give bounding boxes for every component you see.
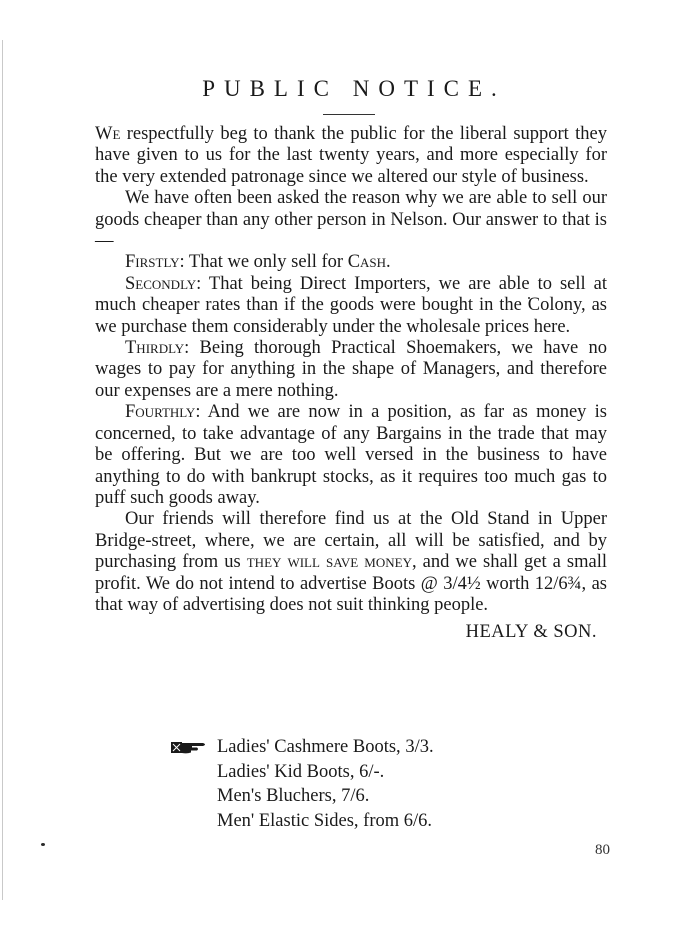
ink-speck — [41, 843, 45, 846]
title-underline — [323, 114, 375, 115]
paragraph-fourthly — [95, 402, 607, 509]
ad-line — [170, 760, 590, 785]
ad-price: 7/6. — [341, 786, 370, 806]
ad-label: Ladies' Cashmere Boots, — [217, 737, 406, 757]
signature: HEALY & SON. — [465, 622, 597, 643]
paragraph-text: : Being thorough Practical Shoemakers, we have no wages to pay for anything in the shape of Managers, and therefore our expenses are a mere nothing. — [95, 338, 607, 401]
page-edge-line — [2, 40, 3, 900]
paragraph-text: : That we only sell for — [179, 252, 348, 273]
price-list — [170, 735, 590, 833]
pointing-hand-icon — [170, 739, 208, 756]
ad-price: 6/6. — [403, 810, 433, 831]
paragraph-intro — [95, 124, 607, 188]
paragraph-text: , and we shall get a small profit. We do not intend to advertise Boots @ 3/4½ worth 12/6¾, as that way of advertising does not suit thinking people. — [95, 552, 607, 615]
cash-word: Cash — [347, 252, 387, 273]
ad-label: Men' Elastic Sides, from — [217, 810, 404, 831]
page-number: 80 — [595, 842, 610, 858]
ad-line — [170, 784, 590, 809]
paragraph-thirdly — [95, 338, 607, 402]
ad-line — [170, 735, 590, 760]
lead-word: Thirdly — [125, 338, 185, 359]
paragraph-text: : That being Direct Importers, we are able to sell at much cheaper rates than if the goods were bought in the Colony, as we purchase them considerably under the wholesale prices here. — [95, 273, 607, 337]
ad-price: 6/-. — [359, 761, 385, 782]
paragraph-end: . — [386, 252, 391, 273]
lead-word: Secondly — [125, 273, 197, 294]
notice-body — [95, 124, 607, 644]
ad-label: Ladies' Kid Boots, — [217, 761, 360, 782]
save-money-phrase: they will save money — [246, 552, 412, 573]
lead-word: We — [95, 124, 121, 144]
ad-line — [170, 809, 590, 834]
paragraph-text: Our friends will therefore find us at the Old Stand in Upper Bridge-street, where, we are certain, all will be satisfied, and by purchasing from us — [95, 509, 607, 573]
lead-word: Firstly — [125, 252, 180, 273]
ad-label: Men's Bluchers, — [217, 786, 342, 806]
paragraph-text: respectfully beg to thank the public for the liberal support they have given to us for the last twenty years, and more especially for the very extended patronage since we altered our style of business. — [95, 124, 607, 187]
paragraph-secondly — [95, 274, 607, 338]
paragraph-text: : And we are now in a position, as far as money is concerned, to take advantage of any Bargains in the trade that may be offering. But we are too well versed in the business to have anything to do with bankrupt stocks, as it requires too much gas to puff such goods away. — [95, 402, 607, 508]
paragraph-reason: We have often been asked the reason why we are able to sell our goods cheaper than any other person in Nelson. Our answer to that is— — [95, 188, 607, 252]
paragraph-location — [95, 509, 607, 616]
ad-price: 3/3. — [405, 737, 434, 757]
lead-word: Fourthly — [125, 402, 196, 423]
paragraph-firstly — [95, 252, 607, 273]
page-title: PUBLIC NOTICE. — [202, 76, 506, 101]
